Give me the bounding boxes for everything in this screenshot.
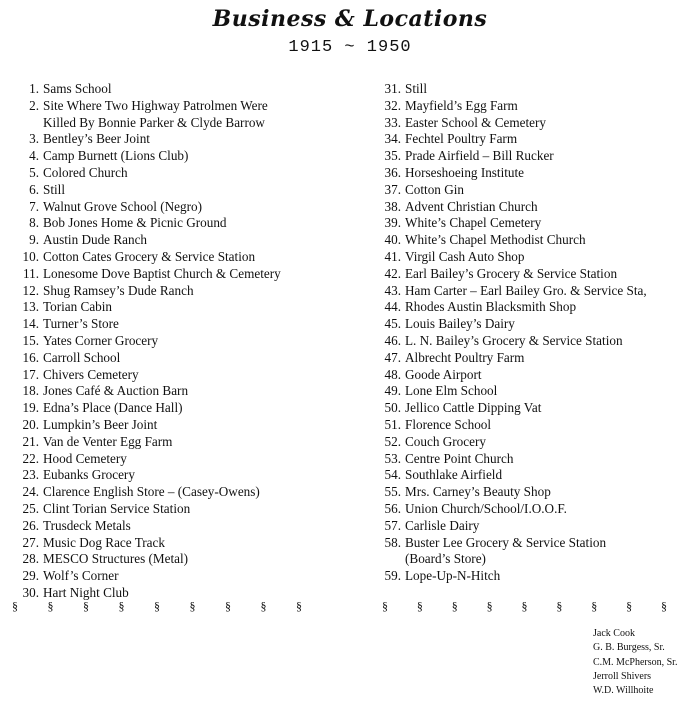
list-item [10, 182, 355, 199]
section-mark: § [486, 599, 493, 613]
list-item-text [401, 148, 554, 165]
list-item-text [39, 383, 188, 400]
list-item-line: Easter School & Cemetery [405, 114, 546, 130]
list-item [10, 501, 355, 518]
list-item-text [39, 148, 188, 165]
list-item-text [401, 400, 541, 417]
list-item-number: 40. [384, 232, 401, 248]
list-item-line: Colored Church [43, 164, 128, 180]
list-item-text [39, 299, 112, 316]
list-item-text [401, 451, 513, 468]
list-item-line: L. N. Bailey’s Grocery & Service Station [405, 332, 623, 348]
list-item-number: 27. [22, 534, 39, 550]
list-item-text [401, 367, 482, 384]
list-item [372, 467, 692, 484]
list-item-text [401, 568, 500, 585]
list-item [372, 350, 692, 367]
section-mark: § [661, 599, 667, 613]
signer-name: C.M. McPherson, Sr. [593, 656, 678, 668]
list-item-line: Florence School [405, 416, 492, 432]
list-item [10, 148, 355, 165]
list-item-text [39, 81, 112, 98]
list-item-text [39, 182, 65, 199]
section-mark: § [521, 599, 528, 613]
list-item-number: 4. [29, 148, 39, 164]
list-item-number: 28. [22, 551, 39, 567]
list-item-line: Albrecht Poultry Farm [405, 349, 525, 365]
list-item-number: 10. [22, 248, 39, 264]
list-item [372, 400, 692, 417]
list-item-number: 34. [384, 131, 401, 147]
list-item-line: Shug Ramsey’s Dude Ranch [43, 282, 194, 298]
list-item-number: 20. [22, 416, 39, 432]
list-item-number: 24. [22, 484, 39, 500]
list-item-text [401, 417, 491, 434]
list-item-number: 47. [384, 349, 401, 365]
list-item-text [39, 451, 127, 468]
list-item-number: 12. [22, 282, 39, 298]
list-item-number: 9. [29, 232, 39, 248]
list-item [10, 467, 355, 484]
list-item [372, 148, 692, 165]
list-item [10, 299, 355, 316]
list-item [372, 81, 692, 98]
list-item-number: 5. [29, 164, 39, 180]
list-item [372, 367, 692, 384]
list-item [10, 551, 355, 568]
list-item-text [401, 283, 647, 300]
list-item-number: 11. [23, 265, 39, 281]
list-item-line: Hart Night Club [43, 584, 129, 600]
list-item-text [39, 535, 165, 552]
list-item-text [39, 249, 255, 266]
list-item-number: 35. [384, 148, 401, 164]
list-item-text [401, 350, 524, 367]
list-item-text [401, 467, 502, 484]
list-item-line: Clarence English Store – (Casey-Owens) [43, 484, 260, 500]
list-item-line: White’s Chapel Methodist Church [405, 232, 586, 248]
list-item-number: 25. [22, 500, 39, 516]
section-mark: § [296, 599, 302, 613]
list-item [372, 316, 692, 333]
list-item [372, 182, 692, 199]
section-mark: § [626, 599, 633, 613]
list-item-line: MESCO Structures (Metal) [43, 551, 189, 567]
section-marks-left [12, 599, 302, 614]
section-mark: § [225, 599, 231, 613]
list-item-number: 45. [384, 316, 401, 332]
list-item-number: 19. [22, 400, 39, 416]
list-item-line: Killed By Bonnie Parker & Clyde Barrow [43, 114, 265, 130]
list-item-line: Music Dog Race Track [43, 534, 165, 550]
list-item [372, 451, 692, 468]
section-mark: § [118, 599, 125, 613]
list-item [372, 535, 692, 569]
list-item [10, 518, 355, 535]
list-item [372, 199, 692, 216]
list-item-line: Van de Venter Egg Farm [43, 433, 173, 449]
list-item [372, 131, 692, 148]
list-item [10, 383, 355, 400]
list-item-line: Lumpkin’s Beer Joint [43, 416, 158, 432]
list-item-number: 21. [22, 433, 39, 449]
list-item-number: 29. [22, 568, 39, 584]
list-item-line: Union Church/School/I.O.O.F. [405, 500, 567, 516]
section-mark: § [382, 599, 388, 613]
list-item [372, 518, 692, 535]
list-item-number: 23. [22, 467, 39, 483]
list-item-number: 18. [22, 383, 39, 399]
list-item-text [401, 299, 576, 316]
list-item-line: Wolf’s Corner [43, 568, 119, 584]
list-item-line: Ham Carter – Earl Bailey Gro. & Service Sta, [405, 282, 647, 298]
list-item-number: 56. [384, 500, 401, 516]
list-item-line: Chivers Cemetery [43, 366, 139, 382]
list-item [10, 568, 355, 585]
list-item-line: Austin Dude Ranch [43, 232, 148, 248]
list-item-text [39, 316, 119, 333]
list-item-text [401, 215, 541, 232]
list-item-line: Still [43, 181, 65, 197]
list-item-number: 17. [22, 366, 39, 382]
list-item-text [401, 182, 464, 199]
list-item-text [39, 551, 188, 568]
list-item [10, 400, 355, 417]
section-mark: § [556, 599, 563, 613]
list-item [372, 484, 692, 501]
location-list-right [372, 81, 692, 585]
list-item-line: Bentley’s Beer Joint [43, 131, 150, 147]
section-mark: § [47, 599, 54, 613]
list-item-text [401, 316, 515, 333]
list-item-text [39, 215, 227, 232]
list-item-line: Torian Cabin [43, 299, 113, 315]
list-item [10, 350, 355, 367]
list-item [10, 484, 355, 501]
list-item [10, 434, 355, 451]
list-item-number: 59. [384, 568, 401, 584]
list-item-number: 6. [29, 181, 39, 197]
list-item [372, 333, 692, 350]
list-item-text [39, 400, 183, 417]
list-item-number: 50. [384, 400, 401, 416]
list-item-number: 58. [384, 534, 401, 550]
list-item-line: Lone Elm School [405, 383, 498, 399]
list-item-number: 31. [384, 81, 401, 96]
list-item-text [39, 333, 158, 350]
list-item-text [39, 484, 260, 501]
list-item-text [39, 501, 190, 518]
list-item-line: Prade Airfield – Bill Rucker [405, 148, 554, 164]
list-item-number: 44. [384, 299, 401, 315]
list-item-line: Bob Jones Home & Picnic Ground [43, 215, 227, 231]
section-marks-right [382, 599, 667, 614]
list-item-text [401, 98, 518, 115]
section-mark: § [12, 599, 18, 613]
list-item-text [39, 283, 194, 300]
list-item-number: 55. [384, 484, 401, 500]
list-item [10, 417, 355, 434]
list-item-line: Goode Airport [405, 366, 482, 382]
section-mark: § [591, 599, 598, 613]
list-item [372, 383, 692, 400]
list-item-text [39, 367, 139, 384]
page-title: Business & Locations [212, 6, 488, 32]
list-item-line: Fechtel Poultry Farm [405, 131, 518, 147]
list-item-text [401, 81, 427, 98]
list-item-text [39, 568, 118, 585]
list-item-line: Carlisle Dairy [405, 517, 480, 533]
list-item-number: 37. [384, 181, 401, 197]
signer-name: G. B. Burgess, Sr. [593, 642, 665, 654]
list-item-text [401, 434, 486, 451]
list-item-line: Edna’s Place (Dance Hall) [43, 400, 183, 416]
list-item-text [401, 165, 524, 182]
list-item-number: 38. [384, 198, 401, 214]
list-item-number: 48. [384, 366, 401, 382]
list-item-number: 41. [384, 248, 401, 264]
list-item-line: Jones Café & Auction Barn [43, 383, 189, 399]
list-item-line: Trusdeck Metals [43, 517, 131, 533]
list-item [372, 568, 692, 585]
list-item [372, 98, 692, 115]
list-item-line: White’s Chapel Cemetery [405, 215, 542, 231]
list-item-line: Eubanks Grocery [43, 467, 135, 483]
list-item-number: 36. [384, 164, 401, 180]
list-item-number: 3. [29, 131, 39, 147]
list-item [10, 333, 355, 350]
list-item-text [401, 535, 606, 569]
list-item-text [401, 484, 551, 501]
section-mark: § [451, 599, 458, 613]
list-item [372, 501, 692, 518]
list-item [10, 283, 355, 300]
list-item-line: Jellico Cattle Dipping Vat [405, 400, 542, 416]
list-item [10, 266, 355, 283]
signer-name: Jack Cook [593, 628, 635, 639]
list-item-line: Earl Bailey’s Grocery & Service Station [405, 265, 618, 281]
list-item-line: Horseshoeing Institute [405, 164, 525, 180]
list-item-text [401, 518, 479, 535]
list-item-text [39, 131, 150, 148]
list-item-line: Cotton Cates Grocery & Service Station [43, 248, 256, 264]
list-item-line: Turner’s Store [43, 316, 119, 332]
list-item-line: Sams School [43, 81, 112, 96]
list-item-line: Yates Corner Grocery [43, 332, 159, 348]
list-item [10, 98, 355, 132]
section-mark: § [260, 599, 267, 613]
list-item-number: 30. [22, 584, 39, 600]
signer-name: W.D. Willhoite [593, 685, 654, 697]
list-item-line: Couch Grocery [405, 433, 486, 449]
list-item [372, 165, 692, 182]
list-item-text [401, 115, 546, 132]
list-item-line: Buster Lee Grocery & Service Station [405, 534, 607, 550]
list-item-number: 39. [384, 215, 401, 231]
list-item [372, 283, 692, 300]
list-item [372, 232, 692, 249]
list-item-text [39, 165, 128, 182]
list-item-text [39, 266, 281, 283]
section-mark: § [416, 599, 423, 613]
list-item [372, 215, 692, 232]
list-item-text [39, 98, 268, 132]
list-item-text [39, 350, 120, 367]
list-item-text [39, 232, 147, 249]
list-item-text [39, 417, 157, 434]
list-item-line: Centre Point Church [405, 450, 514, 466]
list-item [10, 232, 355, 249]
list-item-line: Clint Torian Service Station [43, 500, 191, 516]
list-item [10, 131, 355, 148]
list-item-line: (Board’s Store) [405, 551, 486, 567]
list-item [10, 535, 355, 552]
list-item-line: Mrs. Carney’s Beauty Shop [405, 484, 551, 500]
list-item-line: Mayfield’s Egg Farm [405, 97, 518, 113]
list-item [372, 115, 692, 132]
list-item-number: 26. [22, 517, 39, 533]
list-item-text [39, 199, 202, 216]
list-item-number: 33. [384, 114, 401, 130]
list-item-text [401, 383, 497, 400]
list-item-line: Hood Cemetery [43, 450, 127, 466]
list-item-line: Lonesome Dove Baptist Church & Cemetery [43, 265, 281, 281]
list-item [372, 417, 692, 434]
list-item-line: Site Where Two Highway Patrolmen Were [43, 97, 268, 113]
list-item [10, 81, 355, 98]
list-item-line: Advent Christian Church [405, 198, 538, 214]
list-item [372, 249, 692, 266]
list-item-line: Southlake Airfield [405, 467, 503, 483]
list-item-line: Virgil Cash Auto Shop [405, 248, 525, 264]
list-item-text [401, 131, 517, 148]
signer-name: Jerroll Shivers [593, 670, 652, 682]
list-item-number: 57. [384, 517, 401, 533]
section-mark: § [83, 599, 89, 613]
list-item-number: 22. [22, 450, 39, 466]
list-item-number: 51. [384, 416, 401, 432]
list-item-number: 46. [384, 332, 401, 348]
list-item-line: Walnut Grove School (Negro) [43, 198, 202, 214]
list-item-text [39, 434, 172, 451]
location-list-left [10, 81, 355, 602]
list-item [10, 451, 355, 468]
list-item-number: 52. [384, 433, 401, 449]
list-item-line: Still [405, 81, 427, 96]
list-item [372, 266, 692, 283]
list-item [372, 434, 692, 451]
list-item-number: 7. [29, 198, 39, 214]
list-item-number: 54. [384, 467, 401, 483]
list-item-number: 53. [384, 450, 401, 466]
signers-list [593, 627, 677, 698]
list-item [10, 367, 355, 384]
list-item-number: 49. [384, 383, 401, 399]
list-item-number: 42. [384, 265, 401, 281]
list-item-number: 32. [384, 97, 401, 113]
list-item-text [401, 249, 525, 266]
list-item-text [401, 232, 586, 249]
list-item [372, 299, 692, 316]
list-item-text [401, 266, 617, 283]
list-item-number: 2. [29, 97, 39, 113]
list-item-text [39, 518, 131, 535]
list-item-text [401, 333, 623, 350]
list-item-line: Rhodes Austin Blacksmith Shop [405, 299, 577, 315]
page-subtitle-years: 1915 ~ 1950 [288, 38, 412, 57]
list-item-text [401, 501, 567, 518]
list-item [10, 165, 355, 182]
list-item-number: 1. [29, 81, 39, 96]
list-item-line: Carroll School [43, 349, 121, 365]
list-item-number: 8. [29, 215, 39, 231]
list-item [10, 316, 355, 333]
list-item-text [39, 467, 135, 484]
list-item-number: 16. [22, 349, 39, 365]
list-item [10, 199, 355, 216]
list-item [10, 249, 355, 266]
section-mark: § [189, 599, 196, 613]
list-item-line: Camp Burnett (Lions Club) [43, 148, 189, 164]
list-item-number: 15. [22, 332, 39, 348]
list-item-number: 14. [22, 316, 39, 332]
section-mark: § [154, 599, 160, 613]
list-item-line: Lope-Up-N-Hitch [405, 568, 501, 584]
list-item-line: Louis Bailey’s Dairy [405, 316, 515, 332]
list-item-number: 43. [384, 282, 401, 298]
list-item-line: Cotton Gin [405, 181, 464, 197]
list-item [10, 215, 355, 232]
list-item-number: 13. [22, 299, 39, 315]
list-item-text [401, 199, 538, 216]
